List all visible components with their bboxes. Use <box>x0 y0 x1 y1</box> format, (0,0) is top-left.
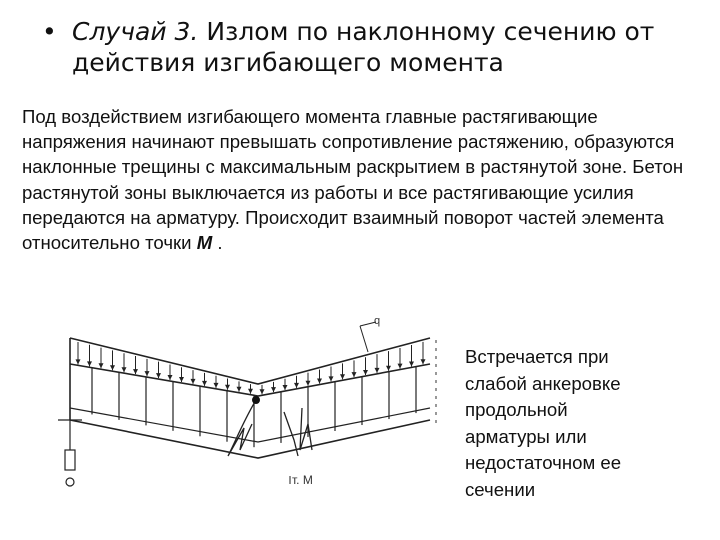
load-arrow-head <box>386 366 391 371</box>
load-arrow-head <box>87 361 92 366</box>
load-arrow-head <box>329 376 334 381</box>
distributed-load-arrows <box>76 342 426 394</box>
stirrups <box>92 367 416 448</box>
load-arrow-head <box>202 381 207 386</box>
load-arrow-head <box>191 379 196 384</box>
load-arrow-head <box>283 385 288 390</box>
side-note-line: недостаточном ее <box>465 452 622 473</box>
body-end: . <box>212 232 223 254</box>
load-arrow-head <box>340 374 345 379</box>
load-arrow-head <box>145 371 150 376</box>
load-arrow-head <box>133 369 138 374</box>
load-arrow-head <box>110 365 115 370</box>
load-arrow-head <box>225 385 230 390</box>
side-note-line: слабой анкеровке <box>465 372 621 394</box>
title-line1-rest: Излом по наклонному сечению от <box>198 17 655 46</box>
title-line2: действия изгибающего момента <box>72 48 504 77</box>
load-arrow-head <box>260 389 265 394</box>
load-arrow-head <box>398 364 403 369</box>
load-arrow-head <box>317 379 322 384</box>
point-label: М <box>196 232 213 254</box>
load-label: q <box>374 315 381 327</box>
load-arrow-head <box>76 359 81 364</box>
load-arrow-head <box>363 370 368 375</box>
side-note-line: Встречается при <box>465 346 609 367</box>
load-arrow-head <box>99 363 104 368</box>
body-paragraph <box>22 104 702 255</box>
load-arrow-head <box>294 383 299 388</box>
side-note-line: продольной <box>465 399 568 420</box>
figure-point-label: т. М <box>292 473 313 487</box>
title-case-label: Случай 3. <box>72 17 199 46</box>
side-note-line: сечении <box>465 478 536 500</box>
load-arrow-head <box>214 383 219 388</box>
load-arrow-head <box>179 377 184 382</box>
beam-diagram <box>58 300 448 500</box>
left-support <box>58 420 82 486</box>
slide-title <box>42 16 702 78</box>
side-note <box>465 344 700 503</box>
beam-bottom-edge <box>70 420 430 458</box>
load-arrow-head <box>352 372 357 377</box>
load-arrow-head <box>375 368 380 373</box>
title-text <box>72 16 702 47</box>
load-arrow-head <box>271 387 276 392</box>
load-arrow-head <box>156 373 161 378</box>
rotation-point-m <box>252 396 260 404</box>
load-arrow-head <box>306 381 311 386</box>
load-arrow-head <box>122 367 127 372</box>
inclined-crack <box>228 400 312 456</box>
side-note-line: арматуры или <box>465 425 587 447</box>
title-bullet: • <box>42 17 57 46</box>
body-text: Под воздействием изгибающего момента главные растягивающие напряжения начинают превышать сопротивление растяжению, образуются наклонные трещины с максимальным раскрытием в растянутой зоне. Бетон растянутой зоны выключается из работы и все растягивающие усилия передаются на арматуру. Происходит взаимный поворот частей элемента относительно точки <box>22 106 684 254</box>
load-arrow-head <box>237 387 242 392</box>
load-arrow-head <box>409 361 414 366</box>
load-arrow-head <box>421 359 426 364</box>
load-arrow-head <box>248 389 253 394</box>
load-arrow-head <box>168 375 173 380</box>
reinforcement-line <box>70 408 430 442</box>
